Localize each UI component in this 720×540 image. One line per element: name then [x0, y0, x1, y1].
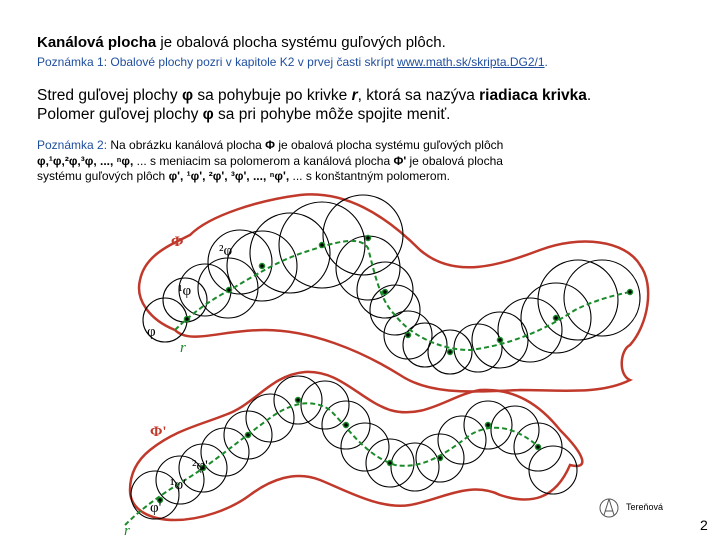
label-phi2p: ²φ' [192, 458, 208, 474]
term-kanalova-plocha: Kanálová plocha [37, 34, 157, 51]
paragraph-riadiaca-krivka: Stred guľovej plochy φ sa pohybuje po krivke r, ktorá sa nazýva riadiaca krivka. Polomer guľovej plochy φ sa pri pohybe môže spojite meniť. [37, 87, 592, 123]
note-1: Poznámka 1: Obalové plochy pozri v kapitole K2 v prvej časti skrípt www.math.sk/skripta.DG2/1. [37, 55, 548, 69]
compass-logo-icon [597, 496, 621, 520]
page-number: 2 [700, 517, 708, 533]
author-name: Tereňová [626, 502, 664, 512]
label-phi2: ²φ [219, 243, 233, 259]
lower-centers [158, 398, 541, 503]
upper-envelope [139, 194, 648, 391]
label-phi: φ [147, 324, 156, 340]
note-2: Poznámka 2: Na obrázku kanálová plocha Φ je obalová plocha systému guľových plôch φ,¹φ,²φ,³φ, ..., ⁿφ, ... s meniacim sa polomerom a kanálová plocha Φ' je obalová plocha systému guľových plôch φ', ¹φ', ²φ', ³φ', ..., ⁿφ', ... s konštantným polomerom. [37, 138, 504, 183]
lower-canal-surface [125, 372, 582, 525]
label-phi1p: ¹φ' [170, 477, 186, 493]
label-phip: φ' [150, 500, 162, 516]
upper-canal-surface [139, 194, 648, 391]
label-PhiP: Φ' [150, 424, 167, 440]
label-r: r [180, 340, 186, 356]
label-phi1: ¹φ [178, 283, 192, 299]
label-r2: r [124, 523, 130, 539]
label-Phi: Φ [171, 234, 184, 250]
upper-spheres [143, 195, 640, 374]
skripta-link[interactable]: www.math.sk/skripta.DG2/1 [397, 55, 545, 69]
term-riadiaca-krivka: riadiaca krivka [479, 87, 587, 104]
paragraph-definition: Kanálová plocha je obalová plocha systému guľových plôch. [37, 34, 446, 51]
upper-centers [185, 236, 633, 355]
